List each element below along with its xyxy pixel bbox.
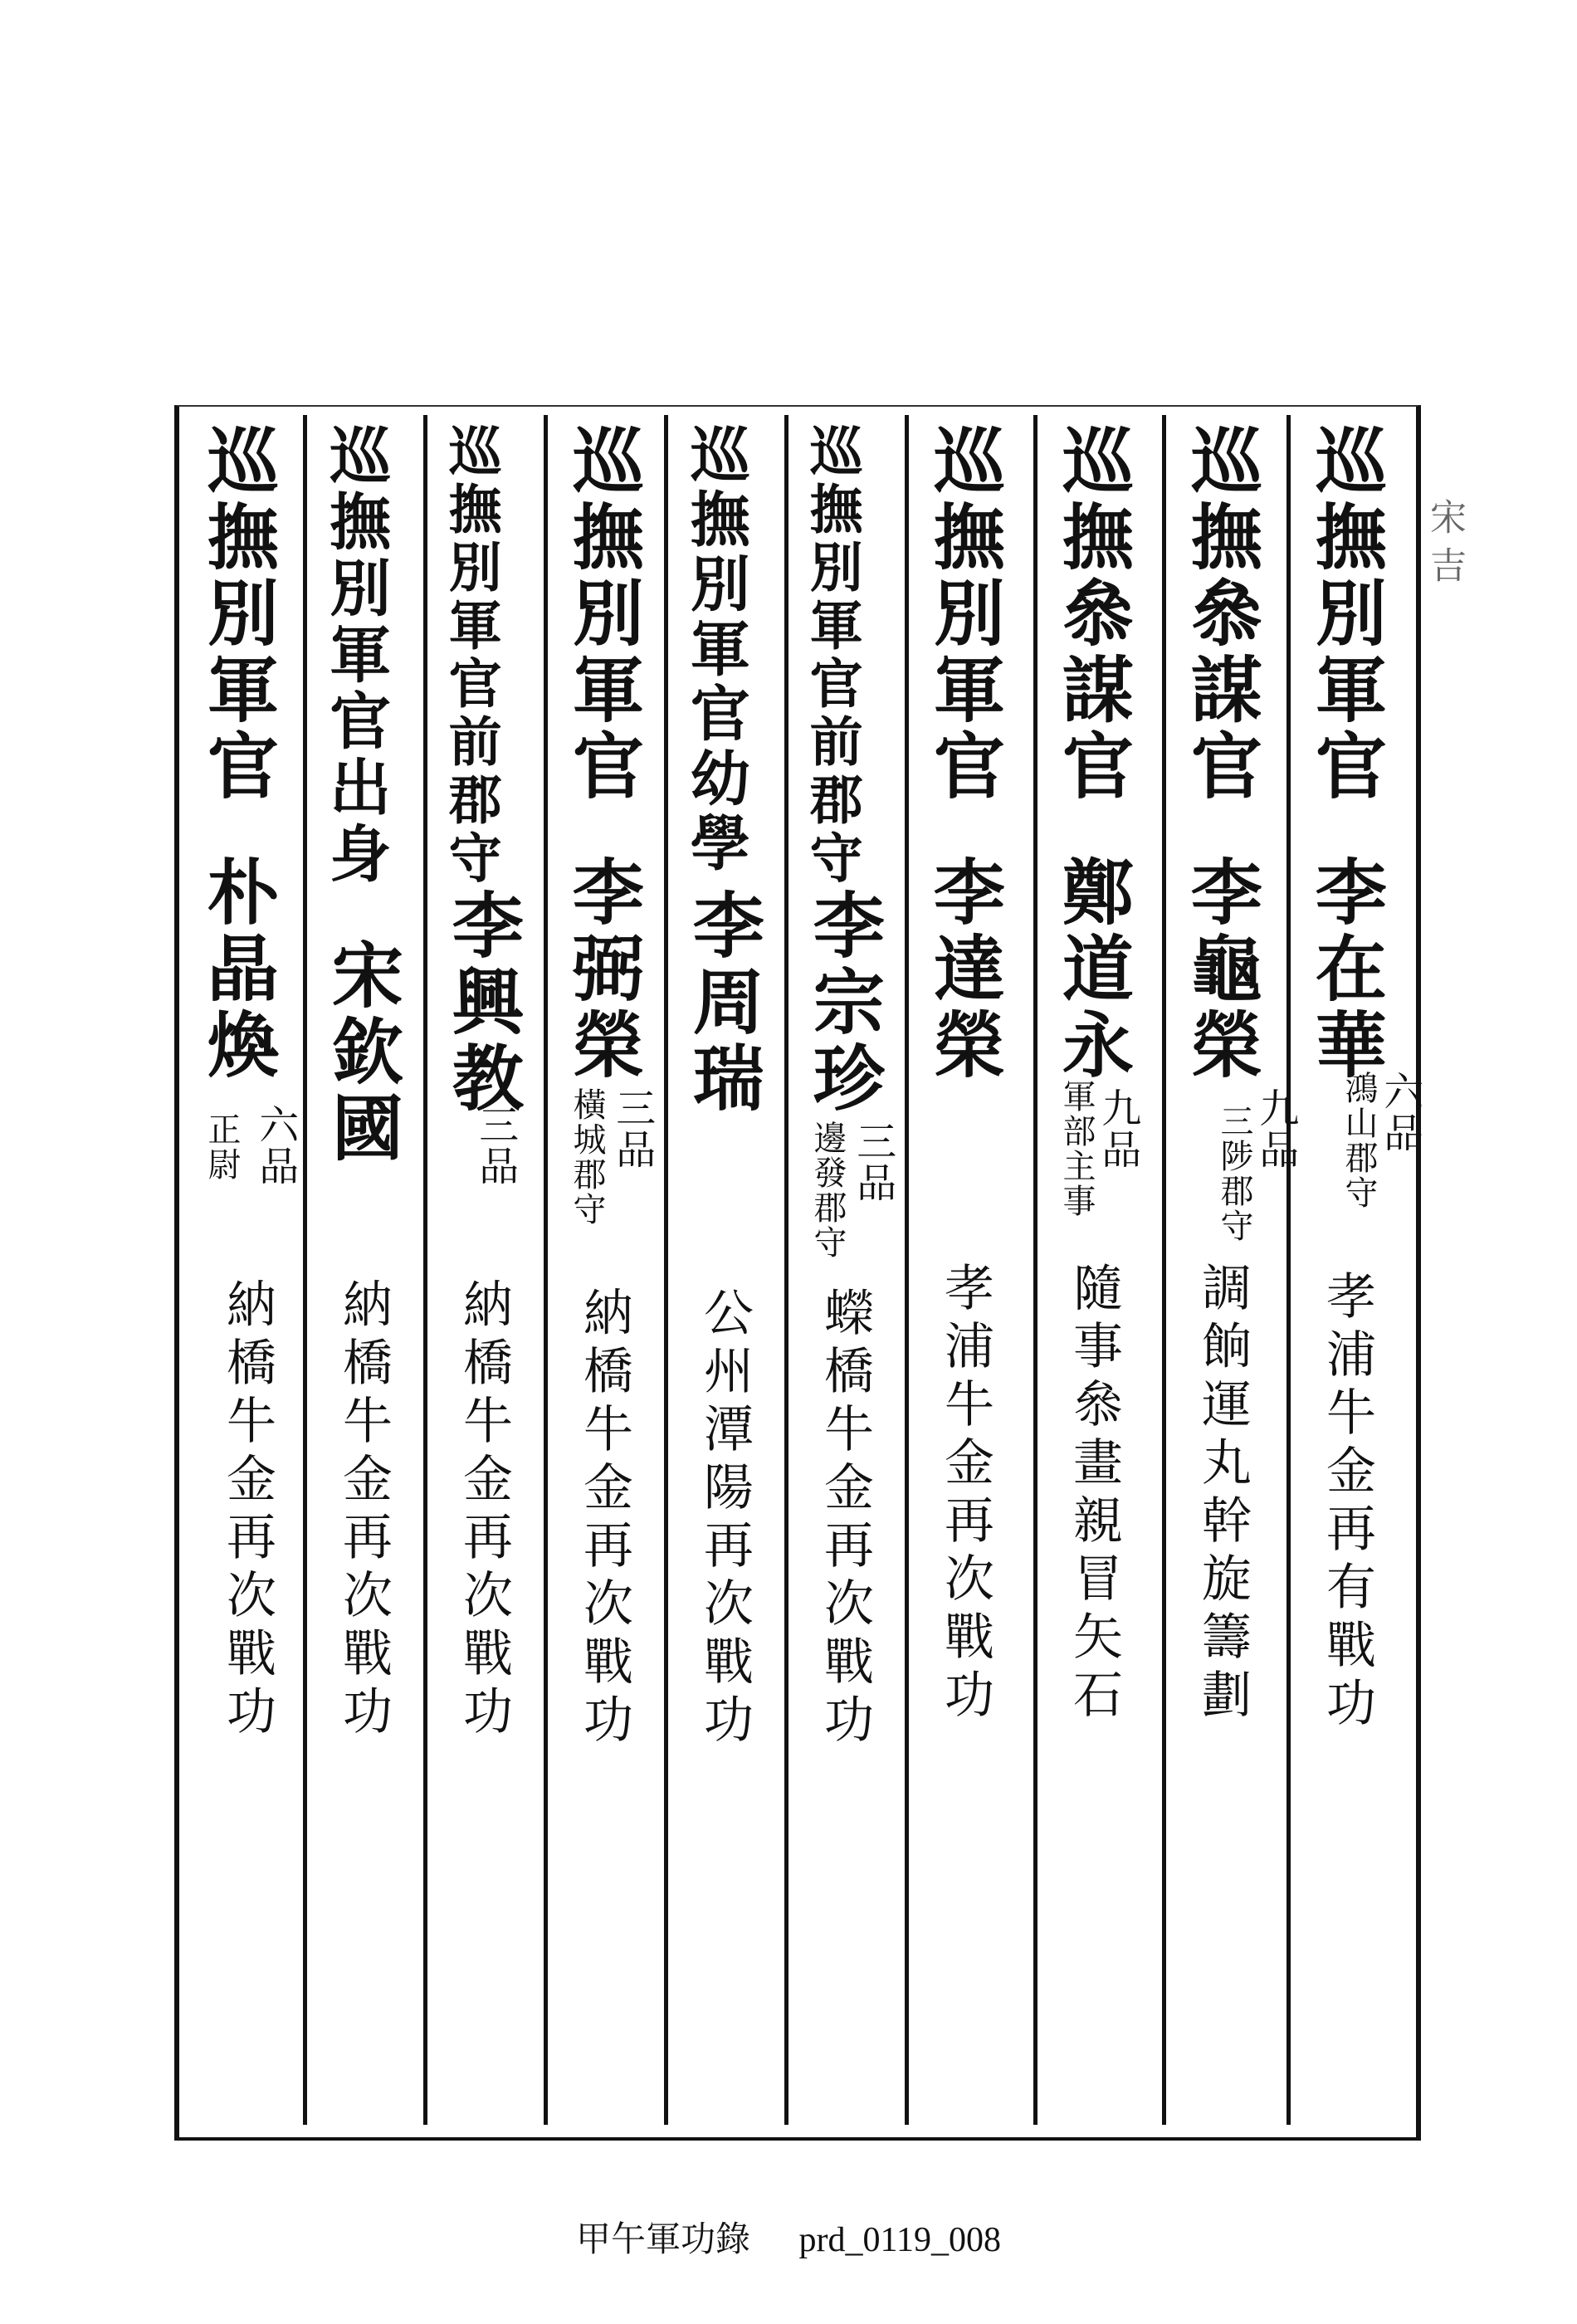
entry-post: 橫城郡守 (568, 1087, 606, 1227)
entry-merit: 孝浦牛金再有戰功 (1318, 1270, 1376, 1735)
entry-name: 李宗珍 (800, 888, 885, 1117)
entry-post: 正尉 (203, 1112, 241, 1182)
entry-title: 巡撫別軍官 (559, 423, 644, 805)
entry-title: 巡撫別軍官 (1302, 423, 1387, 805)
entry-rank: 六品 (1376, 1071, 1423, 1154)
entry-post: 鴻山郡守 (1340, 1071, 1378, 1210)
entry-column (793, 423, 917, 2116)
entry-column (187, 423, 311, 2116)
entry-post: 軍部主事 (1057, 1079, 1096, 1218)
entry-title: 巡撫叅謀官 (1049, 423, 1134, 805)
entry-rank: 九品 (1252, 1087, 1299, 1170)
entry-title: 巡撫別軍官 (920, 423, 1005, 805)
entry-column (913, 423, 1038, 2116)
entry-column (1042, 423, 1166, 2116)
entry-rank: 三品 (849, 1120, 896, 1204)
entry-column (311, 423, 436, 2116)
entry-name: 李弼榮 (559, 855, 644, 1084)
entry-title: 巡撫叅謀官 (1178, 423, 1262, 805)
entry-name: 李達榮 (920, 855, 1005, 1084)
entry-title: 巡撫別軍官 (194, 423, 279, 805)
entry-post: 邊發郡守 (808, 1120, 847, 1260)
entry-merit: 納橋牛金再次戰功 (218, 1278, 276, 1743)
book-title: 甲午軍功錄 (576, 2221, 751, 2259)
entry-name: 李興教 (439, 888, 524, 1117)
entry-rank: 六品 (251, 1104, 299, 1187)
entry-merit: 納橋牛金再次戰功 (575, 1286, 633, 1751)
entry-column (1170, 423, 1299, 2116)
entry-title: 巡撫別軍官出身 (320, 423, 392, 888)
image-id: prd_0119_008 (798, 2221, 1001, 2259)
entry-merit: 隨事叅畫親冒矢石 (1065, 1262, 1123, 1726)
entry-rank: 三品 (471, 1104, 519, 1187)
entry-merit: 公州潭陽再次戰功 (696, 1286, 754, 1751)
entry-merit: 納橋牛金再次戰功 (455, 1278, 513, 1743)
entry-post: 三陟郡守 (1215, 1104, 1253, 1243)
entry-merit: 納橋牛金再次戰功 (334, 1278, 393, 1743)
entry-merit: 調餉運丸幹旋籌劃 (1194, 1262, 1252, 1726)
entry-merit: 孝浦牛金再次戰功 (936, 1262, 994, 1726)
entry-column (432, 423, 556, 2116)
entry-name: 李在華 (1302, 855, 1387, 1084)
entry-title: 巡撫別軍官前郡守 (439, 423, 502, 888)
page-caption (0, 2212, 1577, 2262)
entry-column (1295, 423, 1423, 2116)
entry-name: 朴晶煥 (194, 855, 279, 1084)
margin-mark: 宋 吉 (1423, 498, 1466, 583)
entry-title: 巡撫別軍官前郡守 (800, 423, 863, 888)
entry-name: 鄭道永 (1049, 855, 1134, 1084)
entry-rank: 九品 (1094, 1087, 1141, 1170)
entry-column (672, 423, 797, 2116)
entry-column (552, 423, 676, 2116)
entry-name: 李周瑞 (680, 888, 764, 1117)
entry-merit: 蠑橋牛金再次戰功 (816, 1286, 874, 1751)
entry-rank: 三品 (608, 1087, 656, 1170)
entry-name: 宋欽國 (319, 938, 403, 1167)
entry-name: 李龜榮 (1178, 855, 1262, 1084)
entry-title: 巡撫別軍官幼學 (680, 423, 751, 876)
